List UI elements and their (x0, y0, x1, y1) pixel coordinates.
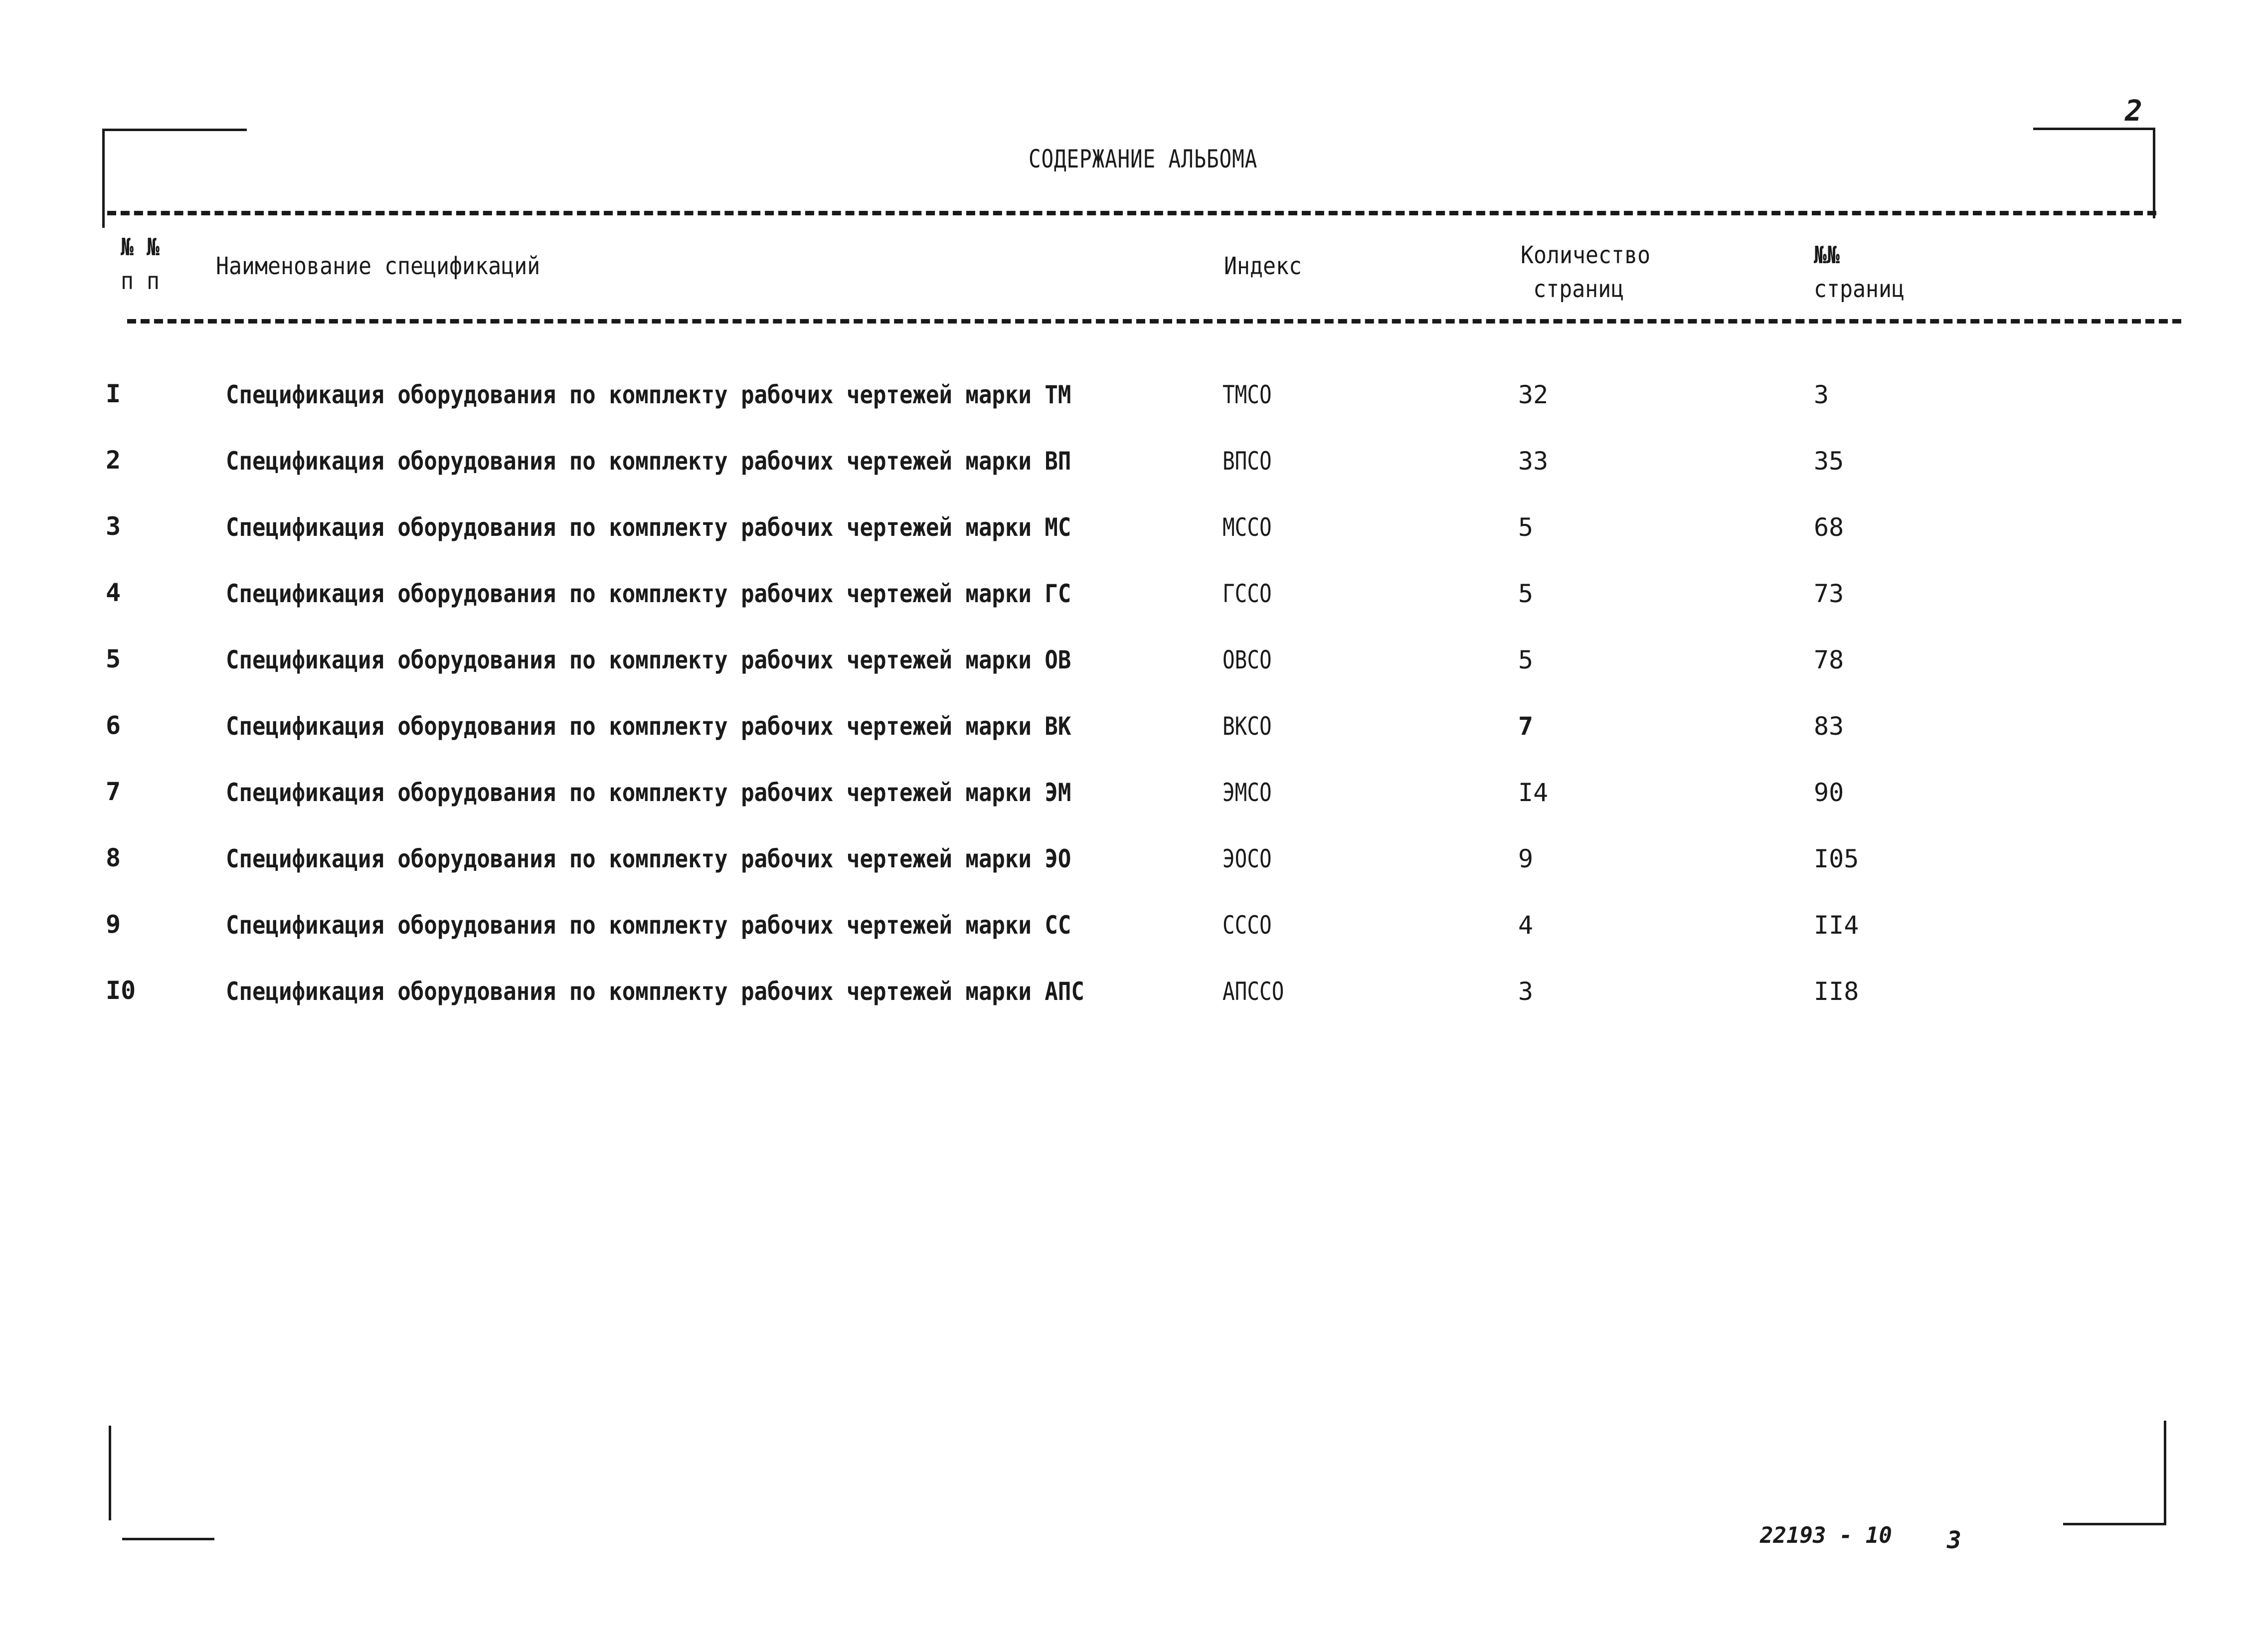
row-start-page: 90 (1814, 778, 1844, 807)
row-number: I (106, 379, 121, 408)
row-page-count: 7 (1518, 712, 1534, 741)
row-page-count: 5 (1518, 579, 1534, 608)
row-page-count: 3 (1518, 977, 1534, 1006)
row-index: ВКСО (1222, 712, 1272, 741)
header-page-count (1521, 238, 1650, 306)
row-page-count: 33 (1518, 447, 1549, 476)
row-name: Спецификация оборудования по комплекту рабочих чертежей марки СС (226, 911, 1071, 940)
frame-bottom-left-horizontal (122, 1538, 214, 1540)
header-num-line2: п п (121, 267, 160, 295)
header-page-numbers-line2: страниц (1814, 275, 1905, 303)
footer-sheet-number: 3 (1947, 1526, 1961, 1554)
frame-bottom-right-horizontal (2063, 1523, 2166, 1525)
row-page-count: 9 (1518, 844, 1534, 873)
frame-top-right-vertical (2153, 129, 2155, 218)
row-index: ОВСО (1222, 646, 1272, 674)
row-start-page: 83 (1814, 712, 1844, 741)
row-index: АПССО (1222, 977, 1284, 1006)
row-page-count: 5 (1518, 646, 1534, 674)
header-page-count-line2: страниц (1533, 275, 1624, 303)
document-title: СОДЕРЖАНИЕ АЛЬБОМА (1029, 145, 1258, 173)
row-number: 2 (106, 446, 121, 475)
row-page-count: 32 (1518, 380, 1549, 409)
row-name: Спецификация оборудования по комплекту рабочих чертежей марки ЭО (226, 844, 1071, 873)
header-page-count-line1: Количество (1521, 241, 1651, 269)
row-index: ТМСО (1222, 380, 1272, 409)
row-name: Спецификация оборудования по комплекту рабочих чертежей марки ЭМ (226, 778, 1071, 807)
row-start-page: 68 (1814, 513, 1844, 542)
row-page-count: 5 (1518, 513, 1534, 542)
row-index: ЭОСО (1222, 844, 1272, 873)
row-number: 7 (106, 777, 121, 806)
row-number: 5 (106, 645, 121, 673)
row-start-page: I05 (1814, 844, 1859, 873)
row-page-count: I4 (1518, 778, 1549, 807)
frame-bottom-right-vertical (2164, 1421, 2166, 1525)
row-number: 3 (106, 512, 121, 541)
header-num-line1: № № (121, 233, 160, 261)
row-page-count: 4 (1518, 911, 1534, 940)
row-number: 8 (106, 843, 121, 872)
row-name: Спецификация оборудования по комплекту рабочих чертежей марки ТМ (226, 380, 1071, 409)
header-page-numbers (1814, 238, 1905, 306)
frame-top-left-vertical (102, 131, 105, 228)
row-number: 4 (106, 578, 121, 607)
row-index: ВПСО (1222, 447, 1272, 476)
row-index: МССО (1222, 513, 1272, 542)
row-name: Спецификация оборудования по комплекту рабочих чертежей марки МС (226, 513, 1071, 542)
row-start-page: 78 (1814, 646, 1844, 674)
row-start-page: 3 (1814, 380, 1829, 409)
row-index: ЭМСО (1222, 778, 1272, 807)
row-name: Спецификация оборудования по комплекту рабочих чертежей марки ГС (226, 579, 1071, 608)
header-rule (127, 319, 2181, 324)
frame-top-left-horizontal (102, 129, 247, 131)
row-start-page: II8 (1814, 977, 1859, 1006)
row-number: 9 (106, 910, 121, 939)
sheet-number: 2 (2125, 94, 2142, 128)
row-start-page: II4 (1814, 911, 1859, 940)
row-index: ГССО (1222, 579, 1272, 608)
row-name: Спецификация оборудования по комплекту рабочих чертежей марки ОВ (226, 646, 1071, 674)
row-index: СССО (1222, 911, 1272, 940)
row-name: Спецификация оборудования по комплекту рабочих чертежей марки АПС (226, 977, 1084, 1006)
header-num (121, 230, 160, 298)
row-start-page: 35 (1814, 447, 1844, 476)
footer-document-code: 22193 - 10 (1760, 1523, 1892, 1548)
row-name: Спецификация оборудования по комплекту рабочих чертежей марки ВК (226, 712, 1071, 741)
header-name: Наименование спецификаций (216, 252, 540, 280)
row-name: Спецификация оборудования по комплекту рабочих чертежей марки ВП (226, 447, 1071, 476)
row-number: 6 (106, 711, 121, 740)
title-rule (107, 211, 2156, 215)
header-page-numbers-line1: №№ (1814, 241, 1840, 269)
header-index: Индекс (1224, 252, 1302, 280)
frame-bottom-left-vertical (109, 1426, 111, 1520)
row-start-page: 73 (1814, 579, 1844, 608)
row-number: I0 (106, 976, 136, 1005)
frame-top-right-horizontal (2033, 128, 2155, 130)
